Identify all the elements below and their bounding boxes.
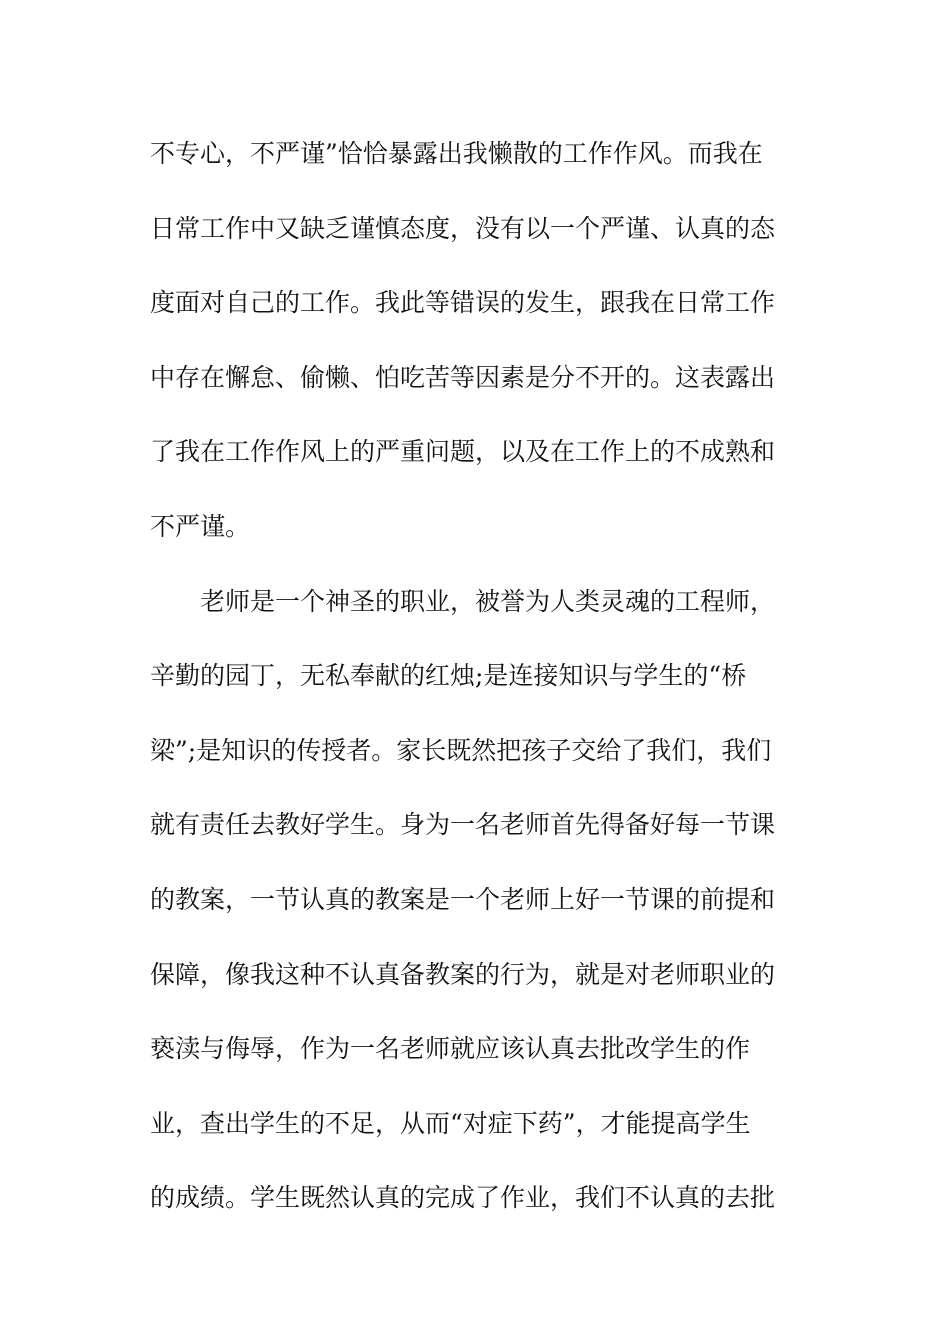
text-line: 中存在懈怠、偷懒、怕吃苦等因素是分不开的。这表露出	[150, 362, 776, 392]
text-line: 亵渎与侮辱，作为一名老师就应该认真去批改学生的作	[150, 1034, 751, 1064]
text-line: 的成绩。学生既然认真的完成了作业，我们不认真的去批	[150, 1183, 776, 1213]
text-line: 就有责任去教好学生。身为一名老师首先得备好每一节课	[150, 810, 776, 840]
text-line: 不专心，不严谨”恰恰暴露出我懒散的工作作风。而我在	[150, 139, 763, 168]
text-line: 了我在工作作风上的严重问题，以及在工作上的不成熟和	[150, 437, 776, 467]
text-line: 辛勤的园丁，无私奉献的红烛;是连接知识与学生的“桥	[150, 661, 747, 691]
text-line: 业，查出学生的不足，从而“对症下药”，才能提高学生	[150, 1108, 751, 1138]
text-line: 度面对自己的工作。我此等错误的发生，跟我在日常工作	[150, 288, 776, 318]
text-line: 的教案，一节认真的教案是一个老师上好一节课的前提和	[150, 884, 776, 914]
body-text	[150, 124, 810, 1243]
text-line: 不严谨。	[150, 511, 251, 541]
text-line: 保障，像我这种不认真备教案的行为，就是对老师职业的	[150, 959, 776, 989]
text-line: 梁”;是知识的传授者。家长既然把孩子交给了我们，我们	[150, 735, 772, 765]
paragraph-first-line: 老师是一个神圣的职业，被誉为人类灵魂的工程师，	[200, 586, 776, 616]
text-line: 日常工作中又缺乏谨慎态度，没有以一个严谨、认真的态	[150, 213, 776, 243]
